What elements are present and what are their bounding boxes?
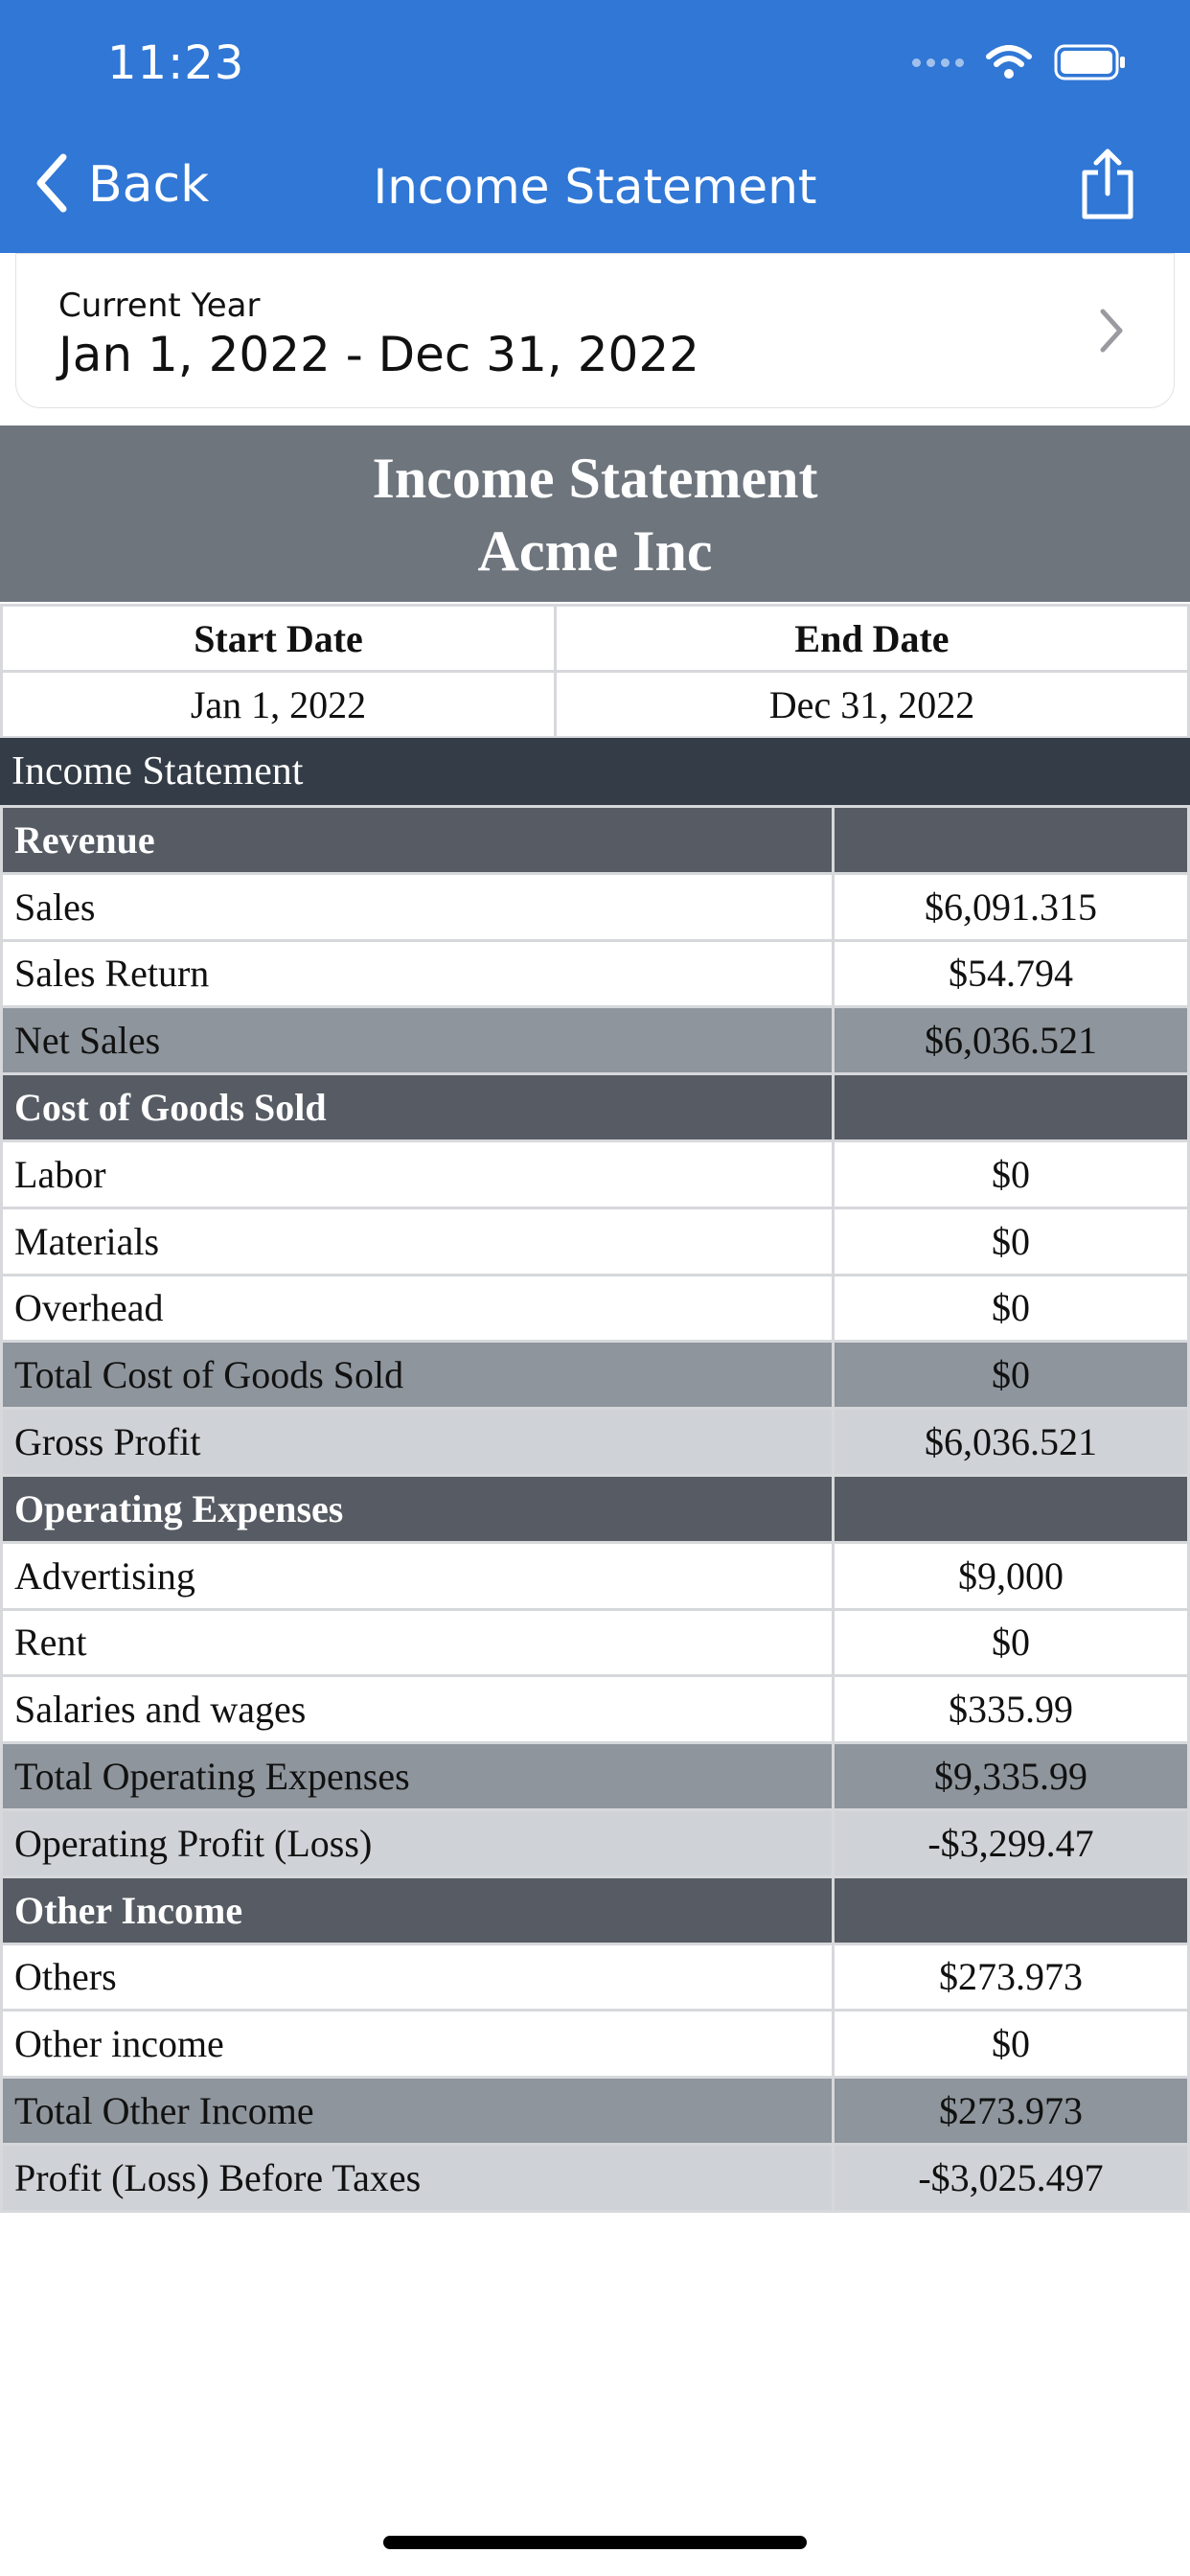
row-label: Total Operating Expenses xyxy=(2,1743,834,1810)
section-label: Income Statement xyxy=(0,738,1190,805)
row-label: Net Sales xyxy=(2,1007,834,1074)
row-label: Cost of Goods Sold xyxy=(2,1074,834,1141)
row-label: Sales xyxy=(2,873,834,940)
chevron-right-icon xyxy=(1097,308,1126,357)
row-amount: $0 xyxy=(834,1609,1189,1676)
start-date-header: Start Date xyxy=(2,606,556,672)
row-label: Total Other Income xyxy=(2,2078,834,2145)
period-label: Current Year xyxy=(58,287,261,325)
table-total-row xyxy=(2,1743,1189,1810)
row-label: Overhead xyxy=(2,1275,834,1342)
table-section-row xyxy=(2,1475,1189,1542)
row-label: Operating Profit (Loss) xyxy=(2,1809,834,1876)
row-amount: $273.973 xyxy=(834,2078,1189,2145)
row-amount: $0 xyxy=(834,1275,1189,1342)
cellular-signal-icon xyxy=(912,58,964,67)
row-label: Salaries and wages xyxy=(2,1676,834,1743)
table-row xyxy=(2,1275,1189,1342)
row-amount xyxy=(834,1876,1189,1944)
table-total-row xyxy=(2,1007,1189,1074)
row-label: Others xyxy=(2,1944,834,2011)
row-label: Revenue xyxy=(2,807,834,874)
table-total-row xyxy=(2,1409,1189,1476)
row-label: Profit (Loss) Before Taxes xyxy=(2,2144,834,2211)
table-total-row xyxy=(2,2078,1189,2145)
table-total-row xyxy=(2,1342,1189,1409)
row-label: Sales Return xyxy=(2,940,834,1007)
row-amount: -$3,025.497 xyxy=(834,2144,1189,2211)
income-statement-table xyxy=(0,805,1190,2213)
row-label: Operating Expenses xyxy=(2,1475,834,1542)
row-amount: -$3,299.47 xyxy=(834,1809,1189,1876)
row-amount: $9,335.99 xyxy=(834,1743,1189,1810)
report-header xyxy=(0,426,1190,602)
start-date-value: Jan 1, 2022 xyxy=(2,672,556,738)
row-label: Total Cost of Goods Sold xyxy=(2,1342,834,1409)
table-row xyxy=(2,1542,1189,1609)
row-label: Other Income xyxy=(2,1876,834,1944)
row-amount: $0 xyxy=(834,2011,1189,2078)
table-row xyxy=(2,873,1189,940)
table-total-row xyxy=(2,1809,1189,1876)
battery-icon xyxy=(1054,44,1127,80)
row-amount: $0 xyxy=(834,1140,1189,1208)
share-icon xyxy=(1079,206,1136,224)
home-indicator xyxy=(383,2536,807,2549)
row-amount xyxy=(834,807,1189,874)
period-range: Jan 1, 2022 - Dec 31, 2022 xyxy=(58,327,699,382)
table-row xyxy=(2,2011,1189,2078)
row-amount xyxy=(834,1475,1189,1542)
row-amount: $273.973 xyxy=(834,1944,1189,2011)
table-row xyxy=(2,1609,1189,1676)
date-range-table xyxy=(0,604,1190,739)
table-row xyxy=(2,1208,1189,1275)
back-label: Back xyxy=(88,156,210,214)
row-amount: $6,036.521 xyxy=(834,1409,1189,1476)
row-amount: $335.99 xyxy=(834,1676,1189,1743)
row-label: Advertising xyxy=(2,1542,834,1609)
table-row xyxy=(2,1140,1189,1208)
period-selector[interactable] xyxy=(15,253,1175,408)
end-date-value: Dec 31, 2022 xyxy=(556,672,1189,738)
table-section-row xyxy=(2,1876,1189,1944)
row-label: Gross Profit xyxy=(2,1409,834,1476)
status-time: 11:23 xyxy=(107,36,245,90)
app-header xyxy=(0,0,1190,253)
row-label: Rent xyxy=(2,1609,834,1676)
report-title: Income Statement xyxy=(372,447,818,510)
share-button[interactable] xyxy=(1079,148,1136,224)
report-company: Acme Inc xyxy=(477,519,713,583)
row-label: Materials xyxy=(2,1208,834,1275)
row-amount: $6,036.521 xyxy=(834,1007,1189,1074)
table-total-row xyxy=(2,2144,1189,2211)
table-row xyxy=(2,1676,1189,1743)
table-row xyxy=(2,1944,1189,2011)
table-section-row xyxy=(2,807,1189,874)
row-amount: $0 xyxy=(834,1342,1189,1409)
page-title: Income Statement xyxy=(373,159,817,215)
row-amount: $9,000 xyxy=(834,1542,1189,1609)
row-label: Labor xyxy=(2,1140,834,1208)
table-row xyxy=(2,940,1189,1007)
wifi-icon xyxy=(985,45,1033,80)
row-amount xyxy=(834,1074,1189,1141)
end-date-header: End Date xyxy=(556,606,1189,672)
row-amount: $54.794 xyxy=(834,940,1189,1007)
row-amount: $6,091.315 xyxy=(834,873,1189,940)
row-label: Other income xyxy=(2,2011,834,2078)
row-amount: $0 xyxy=(834,1208,1189,1275)
status-icons xyxy=(912,44,1127,80)
table-section-row xyxy=(2,1074,1189,1141)
